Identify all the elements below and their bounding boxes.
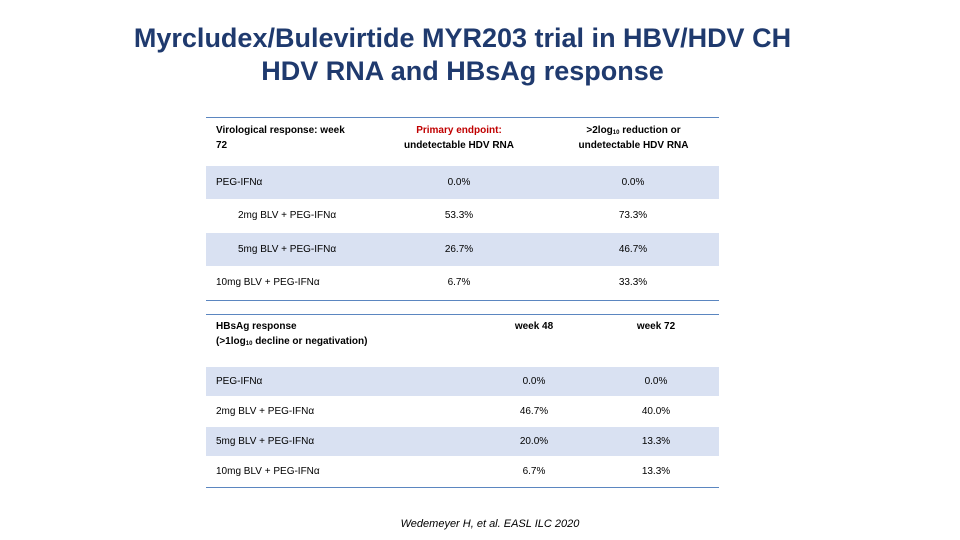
row-label: 2mg BLV + PEG-IFNα (238, 210, 337, 221)
primary-value: 26.7% (444, 243, 474, 255)
row-label: 5mg BLV + PEG-IFNα (238, 243, 337, 255)
primary-value: 0.0% (447, 176, 471, 188)
citation: Wedemeyer H, et al. EASL ILC 2020 (400, 518, 580, 530)
header-label: Virological response: week 72 (216, 125, 345, 151)
row-label: PEG-IFNα (216, 176, 263, 188)
row-label: 10mg BLV + PEG-IFNα (216, 277, 320, 288)
title-line-1: Myrcludex/Bulevirtide MYR203 trial in HBV/HDV CH (133, 23, 792, 53)
row-label: 5mg BLV + PEG-IFNα (216, 435, 315, 447)
row-label: 2mg BLV + PEG-IFNα (216, 405, 315, 417)
row-label: 10mg BLV + PEG-IFNα (216, 465, 320, 477)
table-row (206, 456, 719, 487)
table-header (206, 118, 719, 166)
week48-value: 20.0% (519, 435, 549, 447)
reduction-value: 73.3% (618, 210, 648, 221)
reduction-value: 33.3% (618, 277, 648, 288)
week72-value: 13.3% (641, 465, 671, 477)
row-label: PEG-IFNα (216, 375, 263, 387)
table-row (206, 233, 719, 266)
primary-value: 6.7% (447, 277, 471, 288)
week72-value: 0.0% (644, 375, 668, 387)
table-header (206, 315, 719, 367)
table-row (206, 396, 719, 427)
week72-value: 40.0% (641, 405, 671, 417)
table-rule (206, 300, 719, 301)
week48-value: 46.7% (519, 405, 549, 417)
header-week-72: week 72 (636, 321, 676, 332)
header-primary-endpoint: Primary endpoint: undetectable HDV RNA (403, 125, 514, 151)
table-row (206, 199, 719, 233)
reduction-value: 46.7% (618, 243, 648, 255)
reduction-value: 0.0% (621, 176, 645, 188)
hbsag-response-table (206, 314, 719, 488)
table-row (206, 427, 719, 456)
week72-value: 13.3% (641, 435, 671, 447)
header-week-48: week 48 (514, 321, 554, 332)
table-rule (206, 487, 719, 488)
table-row (206, 166, 719, 199)
slide-title (0, 22, 925, 88)
week48-value: 0.0% (522, 375, 546, 387)
header-reduction: $>2\log_{10}$ reduction or undetectable HDV RNA (578, 125, 689, 151)
header-label: HBsAg response ($>1\log_{10}$ decline or negativation) (216, 321, 368, 347)
week48-value: 6.7% (522, 465, 546, 477)
primary-value: 53.3% (444, 210, 474, 221)
virological-response-table (206, 117, 719, 301)
table-row (206, 266, 719, 300)
title-line-2: HDV RNA and HBsAg response (261, 56, 664, 86)
table-row (206, 367, 719, 396)
